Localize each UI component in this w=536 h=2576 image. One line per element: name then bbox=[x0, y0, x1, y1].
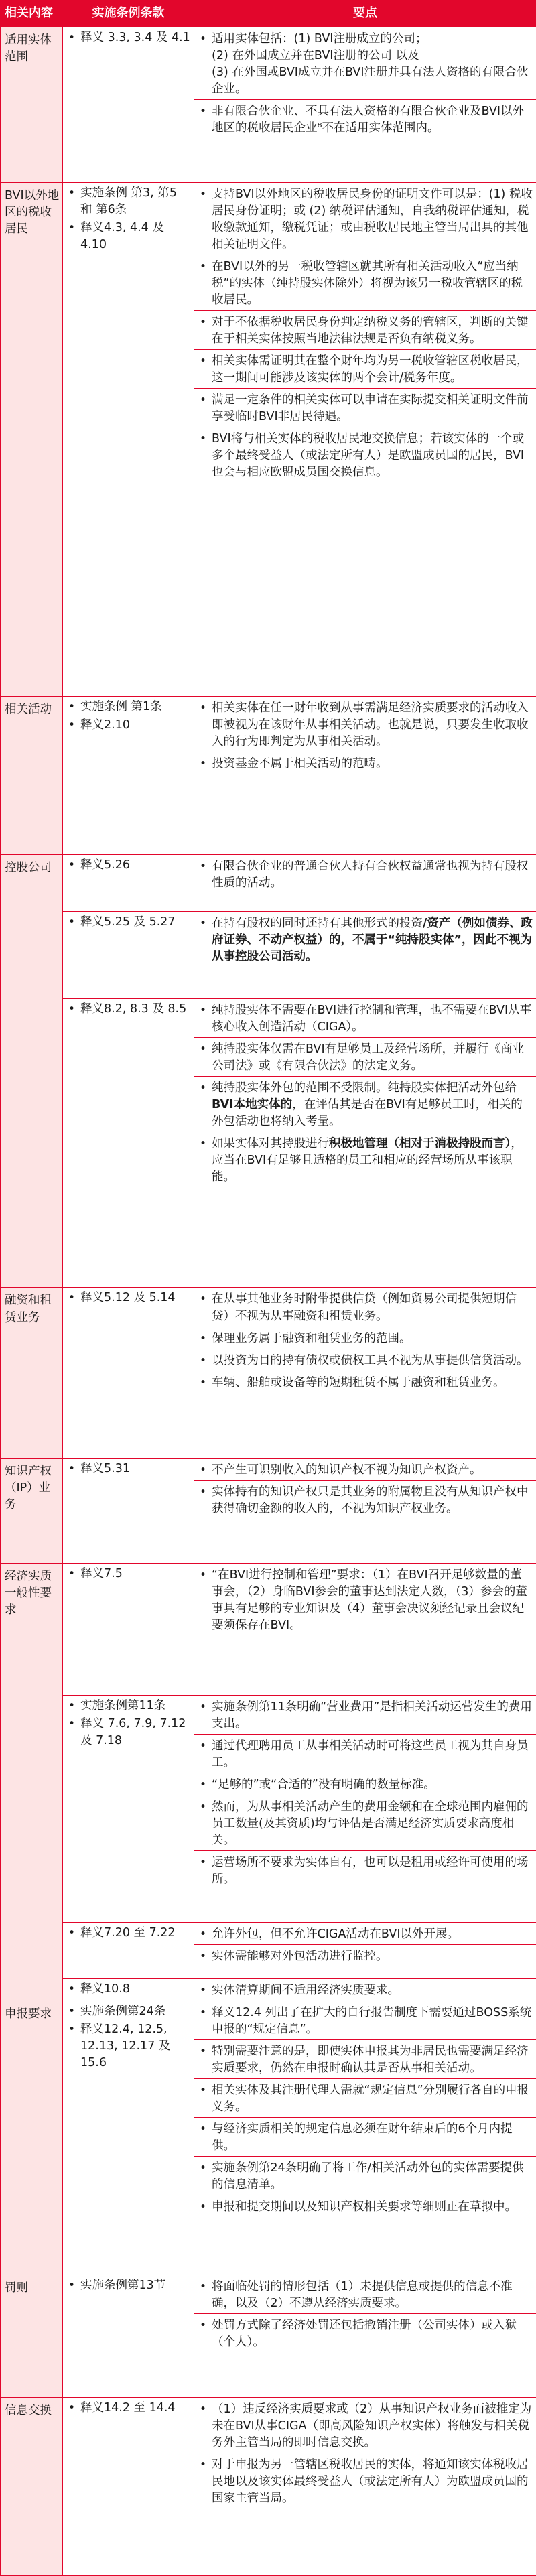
list-item: • 以投资为目的持有债权或债权工具不视为从事提供信贷活动。 bbox=[194, 1349, 536, 1371]
point-text: 运营场所不要求为实体自有，也可以是租用或经许可使用的场所。 bbox=[212, 1855, 529, 1886]
list-item: • 将面临处罚的情形包括（1）未提供信息或提供的信息不准确，以及（2）不遵从经济实质要求。 bbox=[200, 2280, 513, 2311]
article-cell bbox=[63, 999, 194, 1288]
list-item: • 车辆、船舶或设备等的短期租赁不属于融资和租赁业务。 bbox=[194, 1371, 536, 1393]
point-text: 与经济实质相关的规定信息必须在财年结束后的6个月内提供。 bbox=[212, 2122, 513, 2153]
table-row bbox=[1, 27, 536, 183]
point-text: 非有限合伙企业、不具有法人资格的有限合伙企业及BVI以外地区的税收居民企业⁸不在适用实体范围内。 bbox=[212, 104, 525, 135]
article-cell bbox=[63, 183, 194, 697]
list-item: • 不产生可识别收入的知识产权不视为知识产权资产。 bbox=[200, 1463, 482, 1477]
list-item: • 释义5.31 bbox=[68, 1462, 130, 1476]
point-text: 如果实体对其持股进行 bbox=[212, 1137, 329, 1151]
article-ref: 释义7.20 至 7.22 bbox=[80, 1925, 176, 1940]
point-text: 实体需能够对外包活动进行监控。 bbox=[212, 1949, 388, 1963]
point-text: 在从事其他业务时附带提供信贷（例如贸易公司提供短期信贷）不视为从事融资和租赁业务。 bbox=[212, 1292, 517, 1323]
section-label: 相关活动 bbox=[1, 696, 63, 855]
point-text: 对于申报为另一管辖区税收居民的实体，将通知该实体税收居民地以及该实体最终受益人（或法定所有人）为欧盟成员国的国家主管当局。 bbox=[212, 2458, 529, 2506]
list-item: • 投资基金不属于相关活动的范畴。 bbox=[194, 752, 536, 774]
points-cell bbox=[194, 999, 536, 1288]
article-ref: 释义12.4, 12.5, 12.13, 12.17 及 15.6 bbox=[80, 2023, 171, 2070]
list-item: • 释义14.2 至 14.4 bbox=[68, 2401, 176, 2415]
list-item: • 如果实体对其持股进行积极地管理（相对于消极持股而言），应当在BVI有足够且适格的员工和相应的经营场所从事该职能。 bbox=[194, 1132, 536, 1187]
list-item: • 在从事其他业务时附带提供信贷（例如贸易公司提供短期信贷）不视为从事融资和租赁业务。 bbox=[200, 1292, 517, 1323]
table-row bbox=[1, 1288, 536, 1459]
point-text: 不产生可识别收入的知识产权不视为知识产权资产。 bbox=[212, 1463, 482, 1477]
list-item: • 申报和提交期间以及知识产权相关要求等细则正在草拟中。 bbox=[194, 2195, 536, 2217]
article-ref: 释义8.2, 8.3 及 8.5 bbox=[80, 1002, 187, 1016]
list-item: • 允许外包，但不允许CIGA活动在BVI以外开展。 bbox=[200, 1927, 460, 1941]
list-item: • 对于申报为另一管辖区税收居民的实体，将通知该实体税收居民地以及该实体最终受益人（或法定所有人）为欧盟成员国的国家主管当局。 bbox=[194, 2453, 536, 2508]
table-row bbox=[1, 2275, 536, 2398]
point-text: 然而，为从事相关活动产生的费用金额和在全球范围内雇佣的员工数量(及其资质)均与评估是否满足经济实质要求高度相关。 bbox=[212, 1800, 529, 1847]
point-text: “在BVI进行控制和管理”要求：（1）在BVI召开足够数量的董事会，（2）身临BVI参会的董事达到法定人数，（3）参会的董事具有足够的专业知识及（4）董事会决议须经记录且会议纪要须保存在BVI。 bbox=[212, 1568, 527, 1632]
list-item: • “足够的”或“合适的”没有明确的数量标准。 bbox=[194, 1773, 536, 1795]
point-text: （1）违反经济实质要求或（2）从事知识产权业务而被推定为未在BVI从事CIGA（即高风险知识产权实体）将触发与相关税务外主管当局的即时信息交换。 bbox=[212, 2402, 532, 2450]
point-text: 相关实体需证明其在整个财年均为另一税收管辖区税收居民，这一期间可能涉及该实体的两个会计/税务年度。 bbox=[212, 354, 529, 385]
section-label: 适用实体范围 bbox=[1, 27, 63, 183]
list-item: • 实施条例第24条 bbox=[68, 2005, 166, 2019]
list-item: • 然而，为从事相关活动产生的费用金额和在全球范围内雇佣的员工数量(及其资质)均与评估是否满足经济实质要求高度相关。 bbox=[194, 1795, 536, 1850]
points-cell bbox=[194, 1459, 536, 1564]
point-text: BVI将与相关实体的税收居民地交换信息；若该实体的一个或多个最终受益人（或法定所有人）是欧盟成员国的居民，BVI也会与相应欧盟成员国交换信息。 bbox=[212, 432, 525, 480]
points-cell bbox=[194, 911, 536, 998]
list-item: • 支持BVI以外地区的税收居民身份的证明文件可以是：(1) 税收居民身份证明；或 (2) 纳税评估通知，自我纳税评估通知，税收缴款通知，缴税凭证；或由税收居民地主管当局出具的其他相关证明文件。 bbox=[200, 188, 533, 252]
list-item: • 运营场所不要求为实体自有，也可以是租用或经许可使用的场所。 bbox=[194, 1850, 536, 1889]
section-label: 申报要求 bbox=[1, 2001, 63, 2275]
point-text: 车辆、船舶或设备等的短期租赁不属于融资和租赁业务。 bbox=[212, 1375, 505, 1389]
article-ref: 实施条例 第3, 第5 和 第6条 bbox=[80, 186, 177, 217]
article-cell bbox=[63, 1563, 194, 1695]
point-text: 保理业务属于融资和租赁业务的范围。 bbox=[212, 1331, 411, 1345]
list-item: • 满足一定条件的相关实体可以申请在实际提交相关证明文件前享受临时BVI非居民待遇。 bbox=[194, 388, 536, 427]
article-ref: 释义7.5 bbox=[80, 1566, 123, 1580]
point-text: 纯持股实体外包的范围不受限制。纯持股实体把活动外包给 bbox=[212, 1081, 517, 1095]
point-text: 纯持股实体仅需在BVI有足够员工及经营场所，并履行《商业公司法》或《有限合伙法》的法定义务。 bbox=[212, 1042, 525, 1073]
article-cell bbox=[63, 855, 194, 911]
article-ref: 释义 3.3, 3.4 及 4.1 bbox=[80, 30, 190, 44]
table-row bbox=[1, 696, 536, 855]
point-text: 适用实体包括：(1) BVI注册成立的公司； bbox=[212, 31, 427, 46]
point-text: 投资基金不属于相关活动的范畴。 bbox=[212, 756, 388, 770]
list-item: • 实施条例第13节 bbox=[68, 2279, 166, 2293]
article-ref: 实施条例 第1条 bbox=[80, 699, 162, 714]
list-item: • 释义7.5 bbox=[68, 1566, 123, 1580]
list-item: • 特别需要注意的是，即使实体申报其为非居民也需要满足经济实质要求，仍然在申报时确认其是否从事相关活动。 bbox=[194, 2039, 536, 2078]
list-item: • 有限合伙企业的普通合伙人持有合伙权益通常也视为持有股权性质的活动。 bbox=[200, 860, 529, 890]
list-item: • 实施条例 第1条 bbox=[68, 699, 162, 714]
point-text: 对于不依据税收居民身份判定纳税义务的管辖区，判断的关键在于相关实体按照当地法律法规是否负有纳税义务。 bbox=[212, 316, 529, 346]
list-item: • 纯持股实体外包的范围不受限制。纯持股实体把活动外包给BVI本地实体的，在评估其是否在BVI有足够员工时，相关的外包活动也将纳入考量。 bbox=[194, 1076, 536, 1132]
point-text: 特别需要注意的是，即使实体申报其为非居民也需要满足经济实质要求，仍然在申报时确认其是否从事相关活动。 bbox=[212, 2045, 529, 2076]
section-label: 罚则 bbox=[1, 2275, 63, 2398]
article-ref: 释义 7.6, 7.9, 7.12 及 7.18 bbox=[80, 1716, 186, 1747]
list-item: • 释义4.3, 4.4 及 4.10 bbox=[68, 221, 164, 252]
article-ref: 释义5.31 bbox=[80, 1462, 130, 1476]
table-row bbox=[1, 1459, 536, 1564]
list-item: • “在BVI进行控制和管理”要求：（1）在BVI召开足够数量的董事会，（2）身临BVI参会的董事达到法定人数，（3）参会的董事具有足够的专业知识及（4）董事会决议须经记录且会议纪要须保存在BVI。 bbox=[200, 1568, 527, 1632]
section-label: BVI以外地区的税收居民 bbox=[1, 183, 63, 697]
article-ref: 释义5.12 及 5.14 bbox=[80, 1291, 176, 1305]
point-text: 在持有股权的同时还持有其他形式的投资 bbox=[212, 916, 423, 930]
points-cell bbox=[194, 1695, 536, 1922]
point-text: 申报和提交期间以及知识产权相关要求等细则正在草拟中。 bbox=[212, 2200, 517, 2214]
article-cell bbox=[63, 2001, 194, 2275]
points-cell bbox=[194, 183, 536, 697]
point-text: 在BVI以外的另一税收管辖区就其所有相关活动收入“应当纳税”的实体（纯持股实体除外）将视为该另一税收管辖区的税收居民。 bbox=[212, 260, 523, 308]
point-text: 相关实体在任一财年收到从事需满足经济实质要求的活动收入即被视为在该财年从事相关活动。也就是说，只要发生收取收入的行为即判定为从事相关活动。 bbox=[212, 701, 529, 748]
list-item: • 释义12.4 列出了在扩大的自行报告制度下需要通过BOSS系统申报的“规定信息”。 bbox=[200, 2006, 532, 2037]
table-header-row bbox=[1, 1, 536, 27]
article-cell bbox=[63, 2398, 194, 2576]
header-topic: 相关内容 bbox=[1, 1, 63, 27]
list-item: • 在持有股权的同时还持有其他形式的投资/资产（例如债券、政府证券、不动产权益）的，不属于“纯持股实体”，因此不视为从事控股公司活动。 bbox=[200, 916, 533, 963]
article-ref: 释义5.26 bbox=[80, 858, 130, 872]
point-text: 相关实体及其注册代理人需就“规定信息”分别履行各自的申报义务。 bbox=[212, 2084, 529, 2114]
list-item: • （1）违反经济实质要求或（2）从事知识产权业务而被推定为未在BVI从事CIGA（即高风险知识产权实体）将触发与相关税务外主管当局的即时信息交换。 bbox=[200, 2402, 532, 2450]
point-text: 允许外包，但不允许CIGA活动在BVI以外开展。 bbox=[212, 1927, 460, 1941]
point-text: 通过代理聘用员工从事相关活动时可将这些员工视为其自身员工。 bbox=[212, 1739, 529, 1769]
header-points: 要点 bbox=[194, 1, 536, 27]
article-ref: 实施条例第11条 bbox=[80, 1698, 166, 1712]
point-text: 支持BVI以外地区的税收居民身份的证明文件可以是：(1) 税收居民身份证明；或 (2) 纳税评估通知，自我纳税评估通知，税收缴款通知，缴税凭证；或由税收居民地主管当局出具的其他相关证明文件。 bbox=[212, 188, 533, 252]
table-row bbox=[1, 911, 536, 998]
table-row bbox=[1, 1563, 536, 1695]
list-item: • 相关实体及其注册代理人需就“规定信息”分别履行各自的申报义务。 bbox=[194, 2078, 536, 2117]
list-item: • 对于不依据税收居民身份判定纳税义务的管辖区，判断的关键在于相关实体按照当地法律法规是否负有纳税义务。 bbox=[194, 310, 536, 349]
section-label: 信息交换 bbox=[1, 2398, 63, 2576]
article-ref: 释义4.3, 4.4 及 4.10 bbox=[80, 221, 164, 252]
point-text-emphasis: BVI本地实体的 bbox=[212, 1098, 293, 1112]
point-text: 实体持有的知识产权只是其业务的附属物且没有从知识产权中获得确切金额的收入的，不视为知识产权业务。 bbox=[212, 1485, 529, 1516]
table-row bbox=[1, 2001, 536, 2275]
article-cell bbox=[63, 1288, 194, 1459]
article-ref: 实施条例第24条 bbox=[80, 2005, 166, 2019]
point-text-emphasis: 积极地管理（相对于消极持股而言） bbox=[329, 1137, 511, 1151]
point-text: 处罚方式除了经济处罚还包括撤销注册（公司实体）或入狱（个人）。 bbox=[212, 2319, 517, 2350]
list-item: • 释义5.25 及 5.27 bbox=[68, 914, 176, 929]
list-item: • 处罚方式除了经济处罚还包括撤销注册（公司实体）或入狱（个人）。 bbox=[194, 2313, 536, 2352]
list-item: • 通过代理聘用员工从事相关活动时可将这些员工视为其自身员工。 bbox=[194, 1734, 536, 1773]
list-item: • 释义5.12 及 5.14 bbox=[68, 1291, 176, 1305]
list-item: • 释义8.2, 8.3 及 8.5 bbox=[68, 1002, 187, 1016]
list-item: • 实体需能够对外包活动进行监控。 bbox=[194, 1944, 536, 1966]
article-ref: 实施条例第13节 bbox=[80, 2279, 166, 2293]
list-item: • 释义10.8 bbox=[68, 1982, 130, 1996]
article-ref: 释义14.2 至 14.4 bbox=[80, 2401, 176, 2415]
points-cell bbox=[194, 1922, 536, 1978]
points-cell bbox=[194, 855, 536, 911]
list-item: • BVI将与相关实体的税收居民地交换信息；若该实体的一个或多个最终受益人（或法定所有人）是欧盟成员国的居民，BVI也会与相应欧盟成员国交换信息。 bbox=[194, 427, 536, 482]
table-row bbox=[1, 1978, 536, 2001]
points-cell bbox=[194, 1288, 536, 1459]
article-cell bbox=[63, 911, 194, 998]
point-text: (2) 在外国成立并在BVI注册的公司 以及 bbox=[212, 48, 419, 62]
list-item: • 纯持股实体不需要在BVI进行控制和管理，也不需要在BVI从事核心收入创造活动（CIGA）。 bbox=[200, 1004, 532, 1034]
list-item: • 释义7.20 至 7.22 bbox=[68, 1925, 176, 1940]
article-cell bbox=[63, 2275, 194, 2398]
points-cell bbox=[194, 696, 536, 855]
list-item: • 在BVI以外的另一税收管辖区就其所有相关活动收入“应当纳税”的实体（纯持股实体除外）将视为该另一税收管辖区的税收居民。 bbox=[194, 255, 536, 310]
section-label: 控股公司 bbox=[1, 855, 63, 1288]
point-text: 以投资为目的持有债权或债权工具不视为从事提供信贷活动。 bbox=[212, 1353, 529, 1367]
table-row bbox=[1, 999, 536, 1288]
points-cell bbox=[194, 2001, 536, 2275]
point-text: 释义12.4 列出了在扩大的自行报告制度下需要通过BOSS系统申报的“规定信息”。 bbox=[212, 2006, 532, 2037]
list-item: • 保理业务属于融资和租赁业务的范围。 bbox=[194, 1327, 536, 1349]
list-item: • 实施条例第11条明确“营业费用”是指相关活动运营发生的费用支出。 bbox=[200, 1700, 532, 1731]
point-text: (3) 在外国或BVI成立并在BVI注册并具有法人资格的有限合伙企业。 bbox=[212, 65, 529, 96]
list-item: • 实施条例 第3, 第5 和 第6条 bbox=[68, 186, 177, 217]
point-text: 有限合伙企业的普通合伙人持有合伙权益通常也视为持有股权性质的活动。 bbox=[212, 860, 529, 890]
point-text: 纯持股实体不需要在BVI进行控制和管理，也不需要在BVI从事核心收入创造活动（CIGA）。 bbox=[212, 1004, 532, 1034]
point-text-emphasis: /资产（例如债券、政府证券、不动产权益）的，不属于“纯持股实体”，因此不视为从事控股公司活动。 bbox=[212, 916, 533, 963]
table-row bbox=[1, 2398, 536, 2576]
points-cell bbox=[194, 1978, 536, 2001]
point-text: ，应当在BVI有足够且适格的员工和相应的经营场所从事该职能。 bbox=[212, 1137, 523, 1184]
article-ref: 释义5.25 及 5.27 bbox=[80, 914, 176, 929]
table-row bbox=[1, 183, 536, 697]
list-item: • 实体清算期间不适用经济实质要求。 bbox=[200, 1983, 399, 1997]
list-item: • 实体持有的知识产权只是其业务的附属物且没有从知识产权中获得确切金额的收入的，不视为知识产权业务。 bbox=[194, 1480, 536, 1519]
list-item: • 释义 3.3, 3.4 及 4.1 bbox=[68, 30, 190, 44]
section-label: 经济实质一般性要求 bbox=[1, 1563, 63, 2001]
point-text: 将面临处罚的情形包括（1）未提供信息或提供的信息不准确，以及（2）不遵从经济实质要求。 bbox=[212, 2280, 513, 2311]
article-ref: 释义2.10 bbox=[80, 718, 130, 732]
points-cell bbox=[194, 1563, 536, 1695]
article-cell bbox=[63, 27, 194, 183]
list-item: • 相关实体需证明其在整个财年均为另一税收管辖区税收居民，这一期间可能涉及该实体的两个会计/税务年度。 bbox=[194, 349, 536, 388]
point-text: 实施条例第11条明确“营业费用”是指相关活动运营发生的费用支出。 bbox=[212, 1700, 532, 1731]
point-text: 实体清算期间不适用经济实质要求。 bbox=[212, 1983, 399, 1997]
article-ref: 释义10.8 bbox=[80, 1982, 130, 1996]
list-item: • 释义2.10 bbox=[68, 718, 130, 732]
point-text: 满足一定条件的相关实体可以申请在实际提交相关证明文件前享受临时BVI非居民待遇。 bbox=[212, 393, 529, 424]
list-item: • 释义5.26 bbox=[68, 858, 130, 872]
list-item: • 释义 7.6, 7.9, 7.12 及 7.18 bbox=[68, 1716, 186, 1747]
article-cell bbox=[63, 1695, 194, 1922]
article-cell bbox=[63, 696, 194, 855]
points-cell bbox=[194, 2398, 536, 2576]
points-cell bbox=[194, 27, 536, 183]
point-text: ，在评估其是否在BVI有足够员工时，相关的外包活动也将纳入考量。 bbox=[212, 1098, 523, 1129]
list-item: • 适用实体包括：(1) BVI注册成立的公司； (2) 在外国成立并在BVI注册的公司 以及 (3) 在外国或BVI成立并在BVI注册并具有法人资格的有限合伙企业。 bbox=[194, 27, 536, 99]
article-cell bbox=[63, 1459, 194, 1564]
table-row bbox=[1, 1695, 536, 1922]
point-text: “足够的”或“合适的”没有明确的数量标准。 bbox=[212, 1777, 436, 1791]
list-item: • 相关实体在任一财年收到从事需满足经济实质要求的活动收入即被视为在该财年从事相关活动。也就是说，只要发生收取收入的行为即判定为从事相关活动。 bbox=[200, 701, 529, 748]
section-label: 融资和租赁业务 bbox=[1, 1288, 63, 1459]
list-item: • 实施条例第11条 bbox=[68, 1698, 166, 1712]
table-row bbox=[1, 1922, 536, 1978]
list-item: • 实施条例第24条明确了将工作/相关活动外包的实体需要提供的信息清单。 bbox=[194, 2156, 536, 2195]
article-cell bbox=[63, 1922, 194, 1978]
article-cell bbox=[63, 1978, 194, 2001]
list-item: • 与经济实质相关的规定信息必须在财年结束后的6个月内提供。 bbox=[194, 2117, 536, 2156]
point-text: 实施条例第24条明确了将工作/相关活动外包的实体需要提供的信息清单。 bbox=[212, 2161, 524, 2192]
points-cell bbox=[194, 2275, 536, 2398]
section-label: 知识产权（IP）业务 bbox=[1, 1459, 63, 1564]
list-item: • 释义12.4, 12.5, 12.13, 12.17 及 15.6 bbox=[68, 2023, 171, 2070]
table-row bbox=[1, 855, 536, 911]
list-item: • 非有限合伙企业、不具有法人资格的有限合伙企业及BVI以外地区的税收居民企业⁸不在适用实体范围内。 bbox=[194, 99, 536, 138]
header-articles: 实施条例条款 bbox=[63, 1, 194, 27]
list-item: • 纯持股实体仅需在BVI有足够员工及经营场所，并履行《商业公司法》或《有限合伙法》的法定义务。 bbox=[194, 1037, 536, 1076]
